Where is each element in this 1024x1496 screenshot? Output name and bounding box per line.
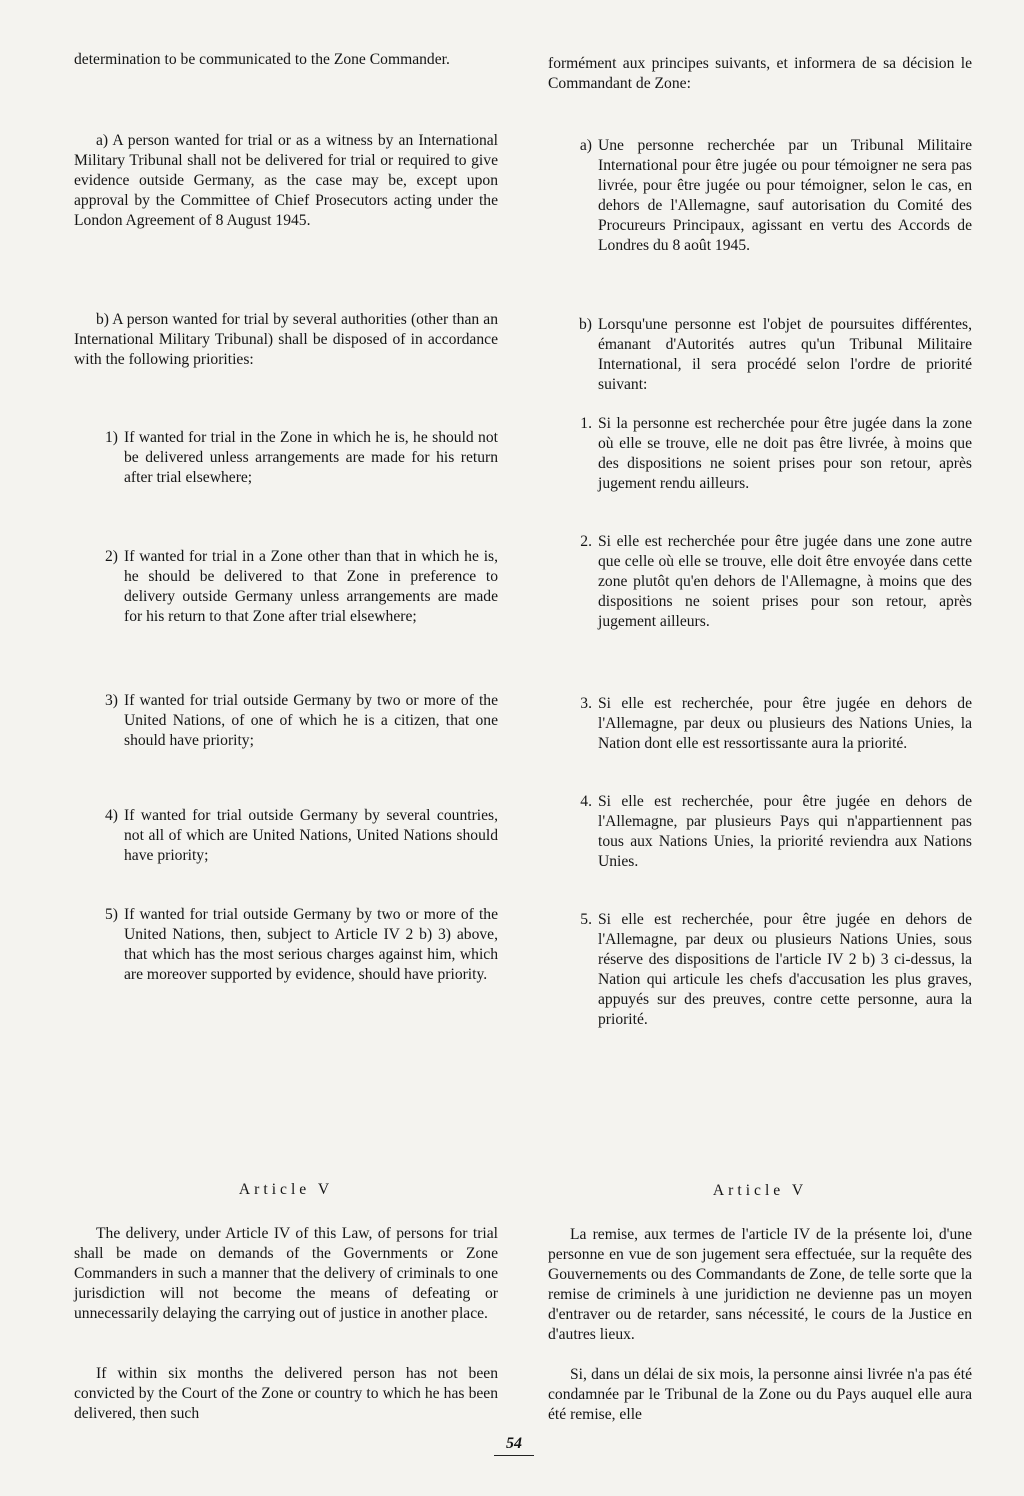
en-article-v-paragraph-2: If within six months the delivered person has not been convicted by the Court of the Zone or country to which he has been delivered, then such [74,1365,498,1422]
fr-item-text: Une personne recherchée par un Tribunal Militaire International pour être jugée ou pour témoigner ne sera pas livrée, pour être jugée ou pour témoigner, selon le cas, en dehors de l'Allemagne, sauf autorisation du Comité des Procureurs Principaux, agissant en vertu des Accords de Londres du 8 août 1945. [598,137,972,254]
page-number: 54 [484,1435,544,1453]
en-item-number: 1) [105,429,118,446]
en-item-text: If wanted for trial outside Germany by several countries, not all of which are United Nations, United Nations should have priority; [124,807,498,864]
fr-item-text: Si elle est recherchée, pour être jugée en dehors de l'Allemagne, par deux ou plusieurs des Nations Unies, la Nation dont elle est ressortissante aura la priorité. [598,695,972,752]
fr-item-text: Si elle est recherchée pour être jugée dans une zone autre que celle où elle se trouve, elle doit être envoyée dans cette zone plutôt qu'en dehors de l'Allemagne, à moins que des dispositions ne soient prises pour son retour, après jugement ailleurs. [598,533,972,630]
fr-item-number: 3. [580,695,592,712]
fr-intro: formément aux principes suivants, et informera de sa décision le Commandant de Zone: [548,55,972,92]
fr-item-text: Si elle est recherchée, pour être jugée en dehors de l'Allemagne, par plusieurs Pays qui n'appartiennent pas tous aux Nations Unies, la priorité reviendra aux Nations Unies. [598,793,972,870]
en-item-text: If wanted for trial outside Germany by two or more of the United Nations, of one of which he is a citizen, that one should have priority; [124,692,498,749]
en-intro: determination to be communicated to the Zone Commander. [74,51,450,68]
fr-article-v-paragraph-1: La remise, aux termes de l'article IV de la présente loi, d'une personne en vue de son jugement sera effectuée, sur la requête des Gouvernements ou des Commandants de Zone, de telle sorte que la remise de criminels à une juridiction ne devienne pas un moyen d'entraver ou de retarder, sans nécessité, le cours de la Justice en d'autres lieux. [548,1226,972,1343]
fr-item-number: 2. [580,533,592,550]
fr-item-number: 4. [580,793,592,810]
fr-item-number: a) [579,137,592,154]
en-article-heading: Article V [238,1181,334,1198]
fr-item-text: Si la personne est recherchée pour être jugée dans la zone où elle se trouve, elle ne doit pas être livrée, à moins que des dispositions ne soient prises pour son retour, après jugement rendu ailleurs. [598,415,972,492]
en-item-number: 5) [105,906,118,923]
en-paragraph-a: a) A person wanted for trial or as a witness by an International Military Tribunal shall not be delivered for trial or required to give evidence outside Germany, as the case may be, except upon approval by the Committee of Chief Prosecutors acting under the London Agreement of 8 August 1945. [74,132,498,229]
en-item-number: 3) [105,692,118,709]
en-item-number: 4) [105,807,118,824]
en-item-text: If wanted for trial outside Germany by two or more of the United Nations, then, subject to Article IV 2 b) 3) above, that which has the most serious charges against him, which are moreover supported by evidence, should have priority. [124,906,498,983]
en-item-text: If wanted for trial in the Zone in which he is, he should not be delivered unless arrangements are made for his return after trial elsewhere; [124,429,498,486]
fr-item-text: Si elle est recherchée, pour être jugée en dehors de l'Allemagne, par deux ou plusieurs Nations Unies, sous réserve des dispositions de l'article IV 2 b) 3 ci-dessus, la Nation qui articule les chefs d'accusation les plus graves, appuyés sur des preuves, contre cette personne, aura la priorité. [598,911,972,1028]
fr-item-number: b) [579,316,592,333]
fr-item-number: 1. [580,415,592,432]
en-paragraph-b: b) A person wanted for trial by several authorities (other than an International Military Tribunal) shall be disposed of in accordance with the following priorities: [74,311,498,368]
fr-item-number: 5. [580,911,592,928]
fr-item-text: Lorsqu'une personne est l'objet de poursuites différentes, émanant d'Autorités autres qu'un Tribunal Militaire International, il sera procédé selon l'ordre de priorité suivant: [598,316,972,393]
en-article-v-paragraph-1: The delivery, under Article IV of this Law, of persons for trial shall be made on demands of the Governments or Zone Commanders in such a manner that the delivery of criminals to one jurisdiction will not become the means of defeating or unnecessarily delaying the carrying out of justice in another place. [74,1225,498,1322]
en-item-number: 2) [105,548,118,565]
en-item-text: If wanted for trial in a Zone other than that in which he is, he should be delivered to that Zone in preference to delivery outside Germany unless arrangements are made for his return to that Zone after trial elsewhere; [124,548,498,625]
fr-article-heading: Article V [712,1182,808,1199]
fr-article-v-paragraph-2: Si, dans un délai de six mois, la personne ainsi livrée n'a pas été condamnée par le Tribunal de la Zone ou du Pays auquel elle aura été remise, elle [548,1366,972,1423]
